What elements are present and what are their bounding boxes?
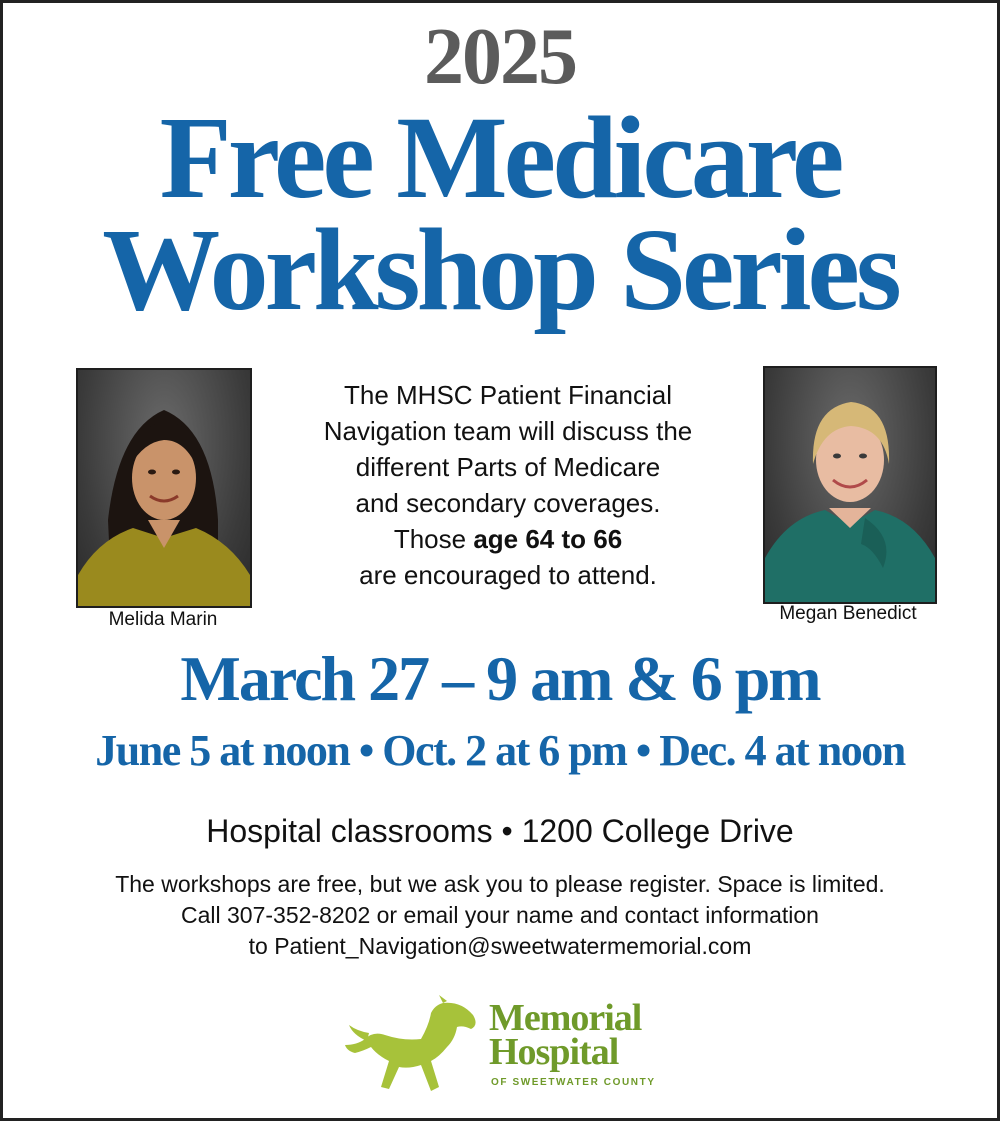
presenter-name: Megan Benedict bbox=[779, 603, 917, 624]
hospital-logo bbox=[343, 995, 673, 1105]
registration-info: The workshops are free, but we ask you to please register. Space is limited. Call 307-352-8202 or email your name and contact information to Patient_Navigation@sweetwatermemorial.com bbox=[3, 869, 997, 962]
registration-email: to Patient_Navigation@sweetwatermemorial.com bbox=[248, 933, 752, 959]
main-workshop-date: March 27 – 9 am & 6 pm bbox=[180, 643, 820, 714]
presenter-photo-megan bbox=[763, 366, 937, 604]
portrait-illustration bbox=[78, 370, 250, 606]
workshop-description: The MHSC Patient Financial Navigation team will discuss the different Parts of Medicare and secondary coverages. Those age 64 to 66 are encouraged to attend. bbox=[323, 380, 693, 590]
title-line-1: Free Medicare bbox=[159, 92, 841, 223]
other-workshop-dates: June 5 at noon • Oct. 2 at 6 pm • Dec. 4 at noon bbox=[95, 726, 905, 775]
portrait-illustration bbox=[765, 368, 935, 602]
logo-wordmark: Memorial Hospital bbox=[489, 997, 642, 1073]
presenter-name: Melida Marin bbox=[108, 609, 218, 630]
age-range: age 64 to 66 bbox=[473, 524, 623, 554]
title-line-2: Workshop Series bbox=[102, 204, 898, 335]
logo-subtitle: OF SWEETWATER COUNTY bbox=[491, 1077, 656, 1088]
year-heading: 2025 bbox=[424, 13, 576, 101]
presenter-photo-melida bbox=[76, 368, 252, 608]
workshop-location: Hospital classrooms • 1200 College Drive bbox=[206, 813, 794, 849]
horse-logo-icon bbox=[343, 995, 483, 1105]
